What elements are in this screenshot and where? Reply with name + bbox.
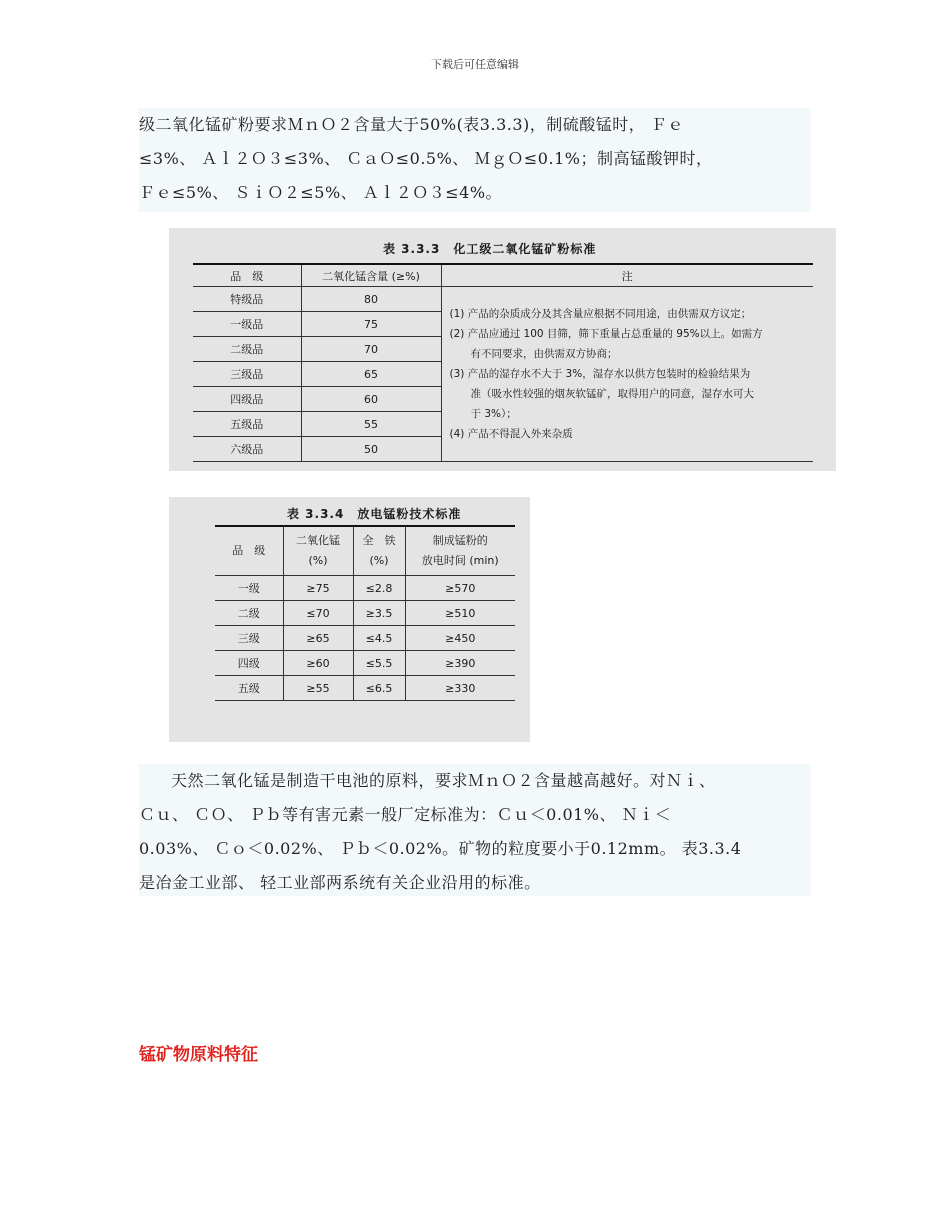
grade-cell: 四级: [215, 651, 283, 676]
table-row: [215, 651, 515, 676]
header-line: (%): [308, 554, 328, 567]
paragraph-line: 0.03%、 Ｃｏ＜0.02%、 Ｐｂ＜0.02%。矿物的粒度要小于0.12mm。 表3.3.4: [139, 839, 742, 858]
value-cell: 65: [301, 362, 441, 387]
value-cell: 70: [301, 337, 441, 362]
note-line: (4) 产品不得混入外来杂质: [449, 428, 573, 440]
paragraph-line: 天然二氧化锰是制造干电池的原料，要求ＭｎＯ２含量越高越好。对Ｎｉ、: [171, 771, 716, 790]
paragraph-battery-standards: [139, 764, 811, 896]
header-line: (%): [369, 554, 389, 567]
paragraph-line: Ｆｅ≤5%、 ＳｉＯ２≤5%、 Ａｌ２Ｏ３≤4%。: [139, 183, 503, 202]
table-row: [215, 626, 515, 651]
table-row: [193, 287, 813, 312]
fe-cell: ≤6.5: [353, 676, 405, 701]
mno2-cell: ≥65: [283, 626, 353, 651]
grade-cell: 一级品: [193, 312, 301, 337]
paragraph-line: 是冶金工业部、 轻工业部两系统有关企业沿用的标准。: [139, 873, 541, 892]
mno2-cell: ≥55: [283, 676, 353, 701]
table-header-cell: 品 级: [193, 264, 301, 287]
time-cell: ≥330: [405, 676, 515, 701]
grade-cell: 五级: [215, 676, 283, 701]
paragraph-requirements: [139, 108, 811, 212]
grade-cell: 四级品: [193, 387, 301, 412]
value-cell: 60: [301, 387, 441, 412]
grade-cell: 二级品: [193, 337, 301, 362]
section-heading: 锰矿物原料特征: [139, 1045, 258, 1065]
note-line: (2) 产品应通过 100 目筛，筛下重量占总重量的 95%以上。如需方: [449, 328, 763, 340]
table-row: [215, 576, 515, 601]
table-header-cell: [353, 526, 405, 576]
mno2-cell: ≥75: [283, 576, 353, 601]
header-line: 全 铁: [362, 534, 396, 547]
time-cell: ≥390: [405, 651, 515, 676]
table-header-cell: [283, 526, 353, 576]
notes-cell: [441, 287, 813, 462]
paragraph-line: ≤3%、 Ａｌ２Ｏ３≤3%、 ＣａＯ≤0.5%、 ＭｇＯ≤0.1%；制高锰酸钾时，: [139, 149, 713, 168]
paragraph-line: 级二氧化锰矿粉要求ＭｎＯ２含量大于50%(表3.3.3)，制硫酸锰时， Ｆｅ: [139, 115, 684, 134]
table-3-3-3: [193, 263, 813, 462]
table-3-3-3-title: 表 3.3.3 化工级二氧化锰矿粉标准: [383, 242, 597, 256]
note-line: (1) 产品的杂质成分及其含量应根据不同用途，由供需双方议定；: [449, 308, 752, 320]
table-3-3-4-image: [169, 497, 530, 742]
note-line: (3) 产品的湿存水不大于 3%，湿存水以供方包装时的检验结果为: [449, 368, 751, 380]
mno2-cell: ≥60: [283, 651, 353, 676]
table-row: [215, 676, 515, 701]
value-cell: 55: [301, 412, 441, 437]
note-line: 准（吸水性较强的烟灰软锰矿，取得用户的同意，湿存水可大: [449, 388, 754, 400]
grade-cell: 五级品: [193, 412, 301, 437]
table-header-cell: 注: [441, 264, 813, 287]
grade-cell: 一级: [215, 576, 283, 601]
table-header-cell: 二氧化锰含量 (≥%): [301, 264, 441, 287]
fe-cell: ≥3.5: [353, 601, 405, 626]
header-line: 制成锰粉的: [432, 534, 488, 547]
note-line: 于 3%）；: [449, 408, 517, 420]
table-header-cell: 品 级: [215, 526, 283, 576]
time-cell: ≥450: [405, 626, 515, 651]
page-header: 下载后可任意编辑: [431, 58, 519, 71]
grade-cell: 二级: [215, 601, 283, 626]
header-line: 二氧化锰: [296, 534, 340, 547]
fe-cell: ≤5.5: [353, 651, 405, 676]
note-line: 有不同要求，由供需双方协商；: [449, 348, 618, 360]
table-3-3-4: [215, 525, 515, 701]
table-3-3-3-image: [169, 228, 836, 471]
table-3-3-4-title: 表 3.3.4 放电锰粉技术标准: [287, 507, 462, 521]
value-cell: 80: [301, 287, 441, 312]
grade-cell: 三级: [215, 626, 283, 651]
fe-cell: ≤4.5: [353, 626, 405, 651]
table-header-cell: [405, 526, 515, 576]
value-cell: 50: [301, 437, 441, 462]
table-row: [215, 601, 515, 626]
grade-cell: 三级品: [193, 362, 301, 387]
time-cell: ≥510: [405, 601, 515, 626]
paragraph-line: Ｃｕ、 ＣＯ、 Ｐｂ等有害元素一般厂定标准为：Ｃｕ＜0.01%、 Ｎｉ＜: [139, 805, 672, 824]
time-cell: ≥570: [405, 576, 515, 601]
header-line: 放电时间 (min): [421, 554, 499, 567]
grade-cell: 六级品: [193, 437, 301, 462]
value-cell: 75: [301, 312, 441, 337]
mno2-cell: ≤70: [283, 601, 353, 626]
fe-cell: ≤2.8: [353, 576, 405, 601]
grade-cell: 特级品: [193, 287, 301, 312]
